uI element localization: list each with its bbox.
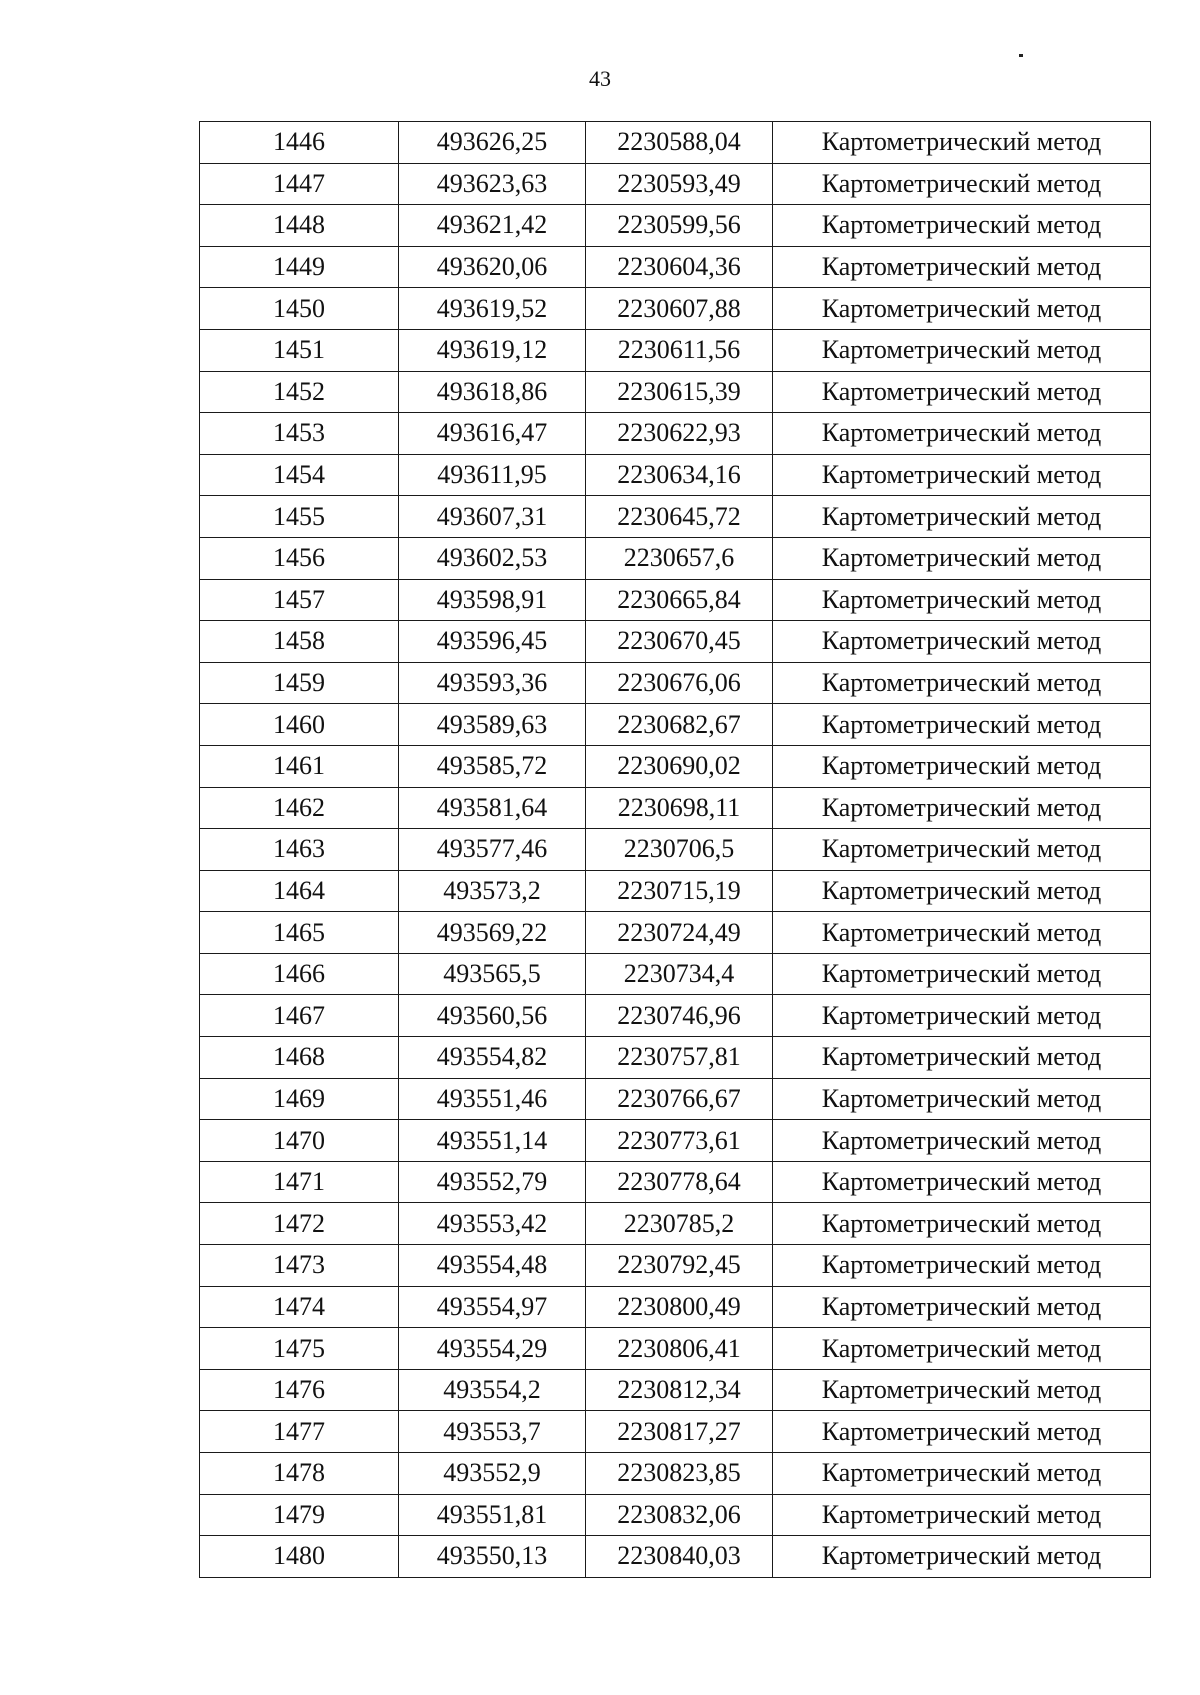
- x-coordinate-cell: 493554,82: [399, 1037, 586, 1079]
- table-row: [200, 1078, 1151, 1120]
- method-cell: Картометрический метод: [773, 413, 1151, 455]
- table-row: [200, 745, 1151, 787]
- point-number-cell: 1466: [200, 953, 399, 995]
- point-number-cell: 1471: [200, 1161, 399, 1203]
- table-row: [200, 704, 1151, 746]
- table-row: [200, 163, 1151, 205]
- method-cell: Картометрический метод: [773, 329, 1151, 371]
- table-row: [200, 1286, 1151, 1328]
- y-coordinate-cell: 2230800,49: [586, 1286, 773, 1328]
- method-cell: Картометрический метод: [773, 537, 1151, 579]
- table-row: [200, 579, 1151, 621]
- point-number-cell: 1463: [200, 829, 399, 871]
- method-cell: Картометрический метод: [773, 1328, 1151, 1370]
- table-row: [200, 1494, 1151, 1536]
- x-coordinate-cell: 493554,97: [399, 1286, 586, 1328]
- method-cell: Картометрический метод: [773, 454, 1151, 496]
- y-coordinate-cell: 2230734,4: [586, 953, 773, 995]
- x-coordinate-cell: 493589,63: [399, 704, 586, 746]
- x-coordinate-cell: 493598,91: [399, 579, 586, 621]
- point-number-cell: 1475: [200, 1328, 399, 1370]
- y-coordinate-cell: 2230778,64: [586, 1161, 773, 1203]
- method-cell: Картометрический метод: [773, 829, 1151, 871]
- table-row: [200, 1203, 1151, 1245]
- x-coordinate-cell: 493554,2: [399, 1369, 586, 1411]
- method-cell: Картометрический метод: [773, 953, 1151, 995]
- table-row: [200, 621, 1151, 663]
- point-number-cell: 1462: [200, 787, 399, 829]
- x-coordinate-cell: 493552,79: [399, 1161, 586, 1203]
- table-row: [200, 662, 1151, 704]
- table-row: [200, 1411, 1151, 1453]
- table-row: [200, 122, 1151, 164]
- coordinates-table: [199, 121, 1151, 1578]
- method-cell: Картометрический метод: [773, 995, 1151, 1037]
- point-number-cell: 1472: [200, 1203, 399, 1245]
- x-coordinate-cell: 493577,46: [399, 829, 586, 871]
- x-coordinate-cell: 493619,12: [399, 329, 586, 371]
- method-cell: Картометрический метод: [773, 1453, 1151, 1495]
- method-cell: Картометрический метод: [773, 1369, 1151, 1411]
- y-coordinate-cell: 2230665,84: [586, 579, 773, 621]
- x-coordinate-cell: 493581,64: [399, 787, 586, 829]
- table-row: [200, 829, 1151, 871]
- method-cell: Картометрический метод: [773, 912, 1151, 954]
- point-number-cell: 1455: [200, 496, 399, 538]
- x-coordinate-cell: 493607,31: [399, 496, 586, 538]
- method-cell: Картометрический метод: [773, 662, 1151, 704]
- point-number-cell: 1456: [200, 537, 399, 579]
- point-number-cell: 1461: [200, 745, 399, 787]
- table-row: [200, 912, 1151, 954]
- y-coordinate-cell: 2230645,72: [586, 496, 773, 538]
- y-coordinate-cell: 2230599,56: [586, 205, 773, 247]
- y-coordinate-cell: 2230832,06: [586, 1494, 773, 1536]
- y-coordinate-cell: 2230773,61: [586, 1120, 773, 1162]
- y-coordinate-cell: 2230715,19: [586, 870, 773, 912]
- x-coordinate-cell: 493551,14: [399, 1120, 586, 1162]
- point-number-cell: 1453: [200, 413, 399, 455]
- y-coordinate-cell: 2230757,81: [586, 1037, 773, 1079]
- x-coordinate-cell: 493626,25: [399, 122, 586, 164]
- x-coordinate-cell: 493619,52: [399, 288, 586, 330]
- method-cell: Картометрический метод: [773, 1078, 1151, 1120]
- method-cell: Картометрический метод: [773, 246, 1151, 288]
- x-coordinate-cell: 493552,9: [399, 1453, 586, 1495]
- method-cell: Картометрический метод: [773, 1203, 1151, 1245]
- point-number-cell: 1449: [200, 246, 399, 288]
- table-row: [200, 329, 1151, 371]
- table-row: [200, 205, 1151, 247]
- point-number-cell: 1446: [200, 122, 399, 164]
- table-row: [200, 246, 1151, 288]
- table-row: [200, 1453, 1151, 1495]
- point-number-cell: 1473: [200, 1245, 399, 1287]
- x-coordinate-cell: 493569,22: [399, 912, 586, 954]
- point-number-cell: 1468: [200, 1037, 399, 1079]
- point-number-cell: 1478: [200, 1453, 399, 1495]
- x-coordinate-cell: 493554,48: [399, 1245, 586, 1287]
- x-coordinate-cell: 493550,13: [399, 1536, 586, 1578]
- table-row: [200, 413, 1151, 455]
- point-number-cell: 1451: [200, 329, 399, 371]
- table-row: [200, 1328, 1151, 1370]
- coordinates-table-body: [200, 122, 1151, 1578]
- x-coordinate-cell: 493616,47: [399, 413, 586, 455]
- table-row: [200, 496, 1151, 538]
- point-number-cell: 1458: [200, 621, 399, 663]
- point-number-cell: 1450: [200, 288, 399, 330]
- y-coordinate-cell: 2230817,27: [586, 1411, 773, 1453]
- y-coordinate-cell: 2230622,93: [586, 413, 773, 455]
- table-row: [200, 288, 1151, 330]
- table-row: [200, 454, 1151, 496]
- y-coordinate-cell: 2230792,45: [586, 1245, 773, 1287]
- table-row: [200, 870, 1151, 912]
- table-row: [200, 1161, 1151, 1203]
- x-coordinate-cell: 493593,36: [399, 662, 586, 704]
- point-number-cell: 1460: [200, 704, 399, 746]
- y-coordinate-cell: 2230706,5: [586, 829, 773, 871]
- point-number-cell: 1447: [200, 163, 399, 205]
- x-coordinate-cell: 493620,06: [399, 246, 586, 288]
- point-number-cell: 1474: [200, 1286, 399, 1328]
- point-number-cell: 1448: [200, 205, 399, 247]
- x-coordinate-cell: 493611,95: [399, 454, 586, 496]
- point-number-cell: 1459: [200, 662, 399, 704]
- point-number-cell: 1464: [200, 870, 399, 912]
- y-coordinate-cell: 2230593,49: [586, 163, 773, 205]
- table-row: [200, 1245, 1151, 1287]
- x-coordinate-cell: 493573,2: [399, 870, 586, 912]
- method-cell: Картометрический метод: [773, 288, 1151, 330]
- y-coordinate-cell: 2230615,39: [586, 371, 773, 413]
- x-coordinate-cell: 493553,42: [399, 1203, 586, 1245]
- scan-speck: [1019, 54, 1023, 57]
- point-number-cell: 1452: [200, 371, 399, 413]
- method-cell: Картометрический метод: [773, 371, 1151, 413]
- x-coordinate-cell: 493554,29: [399, 1328, 586, 1370]
- point-number-cell: 1467: [200, 995, 399, 1037]
- point-number-cell: 1469: [200, 1078, 399, 1120]
- y-coordinate-cell: 2230611,56: [586, 329, 773, 371]
- method-cell: Картометрический метод: [773, 1245, 1151, 1287]
- method-cell: Картометрический метод: [773, 205, 1151, 247]
- y-coordinate-cell: 2230806,41: [586, 1328, 773, 1370]
- table-row: [200, 537, 1151, 579]
- method-cell: Картометрический метод: [773, 704, 1151, 746]
- point-number-cell: 1480: [200, 1536, 399, 1578]
- table-row: [200, 1120, 1151, 1162]
- x-coordinate-cell: 493623,63: [399, 163, 586, 205]
- point-number-cell: 1454: [200, 454, 399, 496]
- y-coordinate-cell: 2230604,36: [586, 246, 773, 288]
- method-cell: Картометрический метод: [773, 1411, 1151, 1453]
- y-coordinate-cell: 2230812,34: [586, 1369, 773, 1411]
- table-row: [200, 995, 1151, 1037]
- method-cell: Картометрический метод: [773, 870, 1151, 912]
- y-coordinate-cell: 2230634,16: [586, 454, 773, 496]
- method-cell: Картометрический метод: [773, 496, 1151, 538]
- page-number: 43: [589, 66, 611, 91]
- method-cell: Картометрический метод: [773, 122, 1151, 164]
- table-row: [200, 1369, 1151, 1411]
- point-number-cell: 1470: [200, 1120, 399, 1162]
- table-row: [200, 953, 1151, 995]
- x-coordinate-cell: 493551,81: [399, 1494, 586, 1536]
- point-number-cell: 1477: [200, 1411, 399, 1453]
- point-number-cell: 1465: [200, 912, 399, 954]
- table-row: [200, 787, 1151, 829]
- method-cell: Картометрический метод: [773, 1536, 1151, 1578]
- method-cell: Картометрический метод: [773, 1494, 1151, 1536]
- y-coordinate-cell: 2230724,49: [586, 912, 773, 954]
- table-row: [200, 1037, 1151, 1079]
- y-coordinate-cell: 2230746,96: [586, 995, 773, 1037]
- y-coordinate-cell: 2230785,2: [586, 1203, 773, 1245]
- point-number-cell: 1476: [200, 1369, 399, 1411]
- method-cell: Картометрический метод: [773, 745, 1151, 787]
- y-coordinate-cell: 2230676,06: [586, 662, 773, 704]
- y-coordinate-cell: 2230823,85: [586, 1453, 773, 1495]
- y-coordinate-cell: 2230698,11: [586, 787, 773, 829]
- method-cell: Картометрический метод: [773, 1286, 1151, 1328]
- method-cell: Картометрический метод: [773, 1161, 1151, 1203]
- x-coordinate-cell: 493551,46: [399, 1078, 586, 1120]
- x-coordinate-cell: 493553,7: [399, 1411, 586, 1453]
- y-coordinate-cell: 2230657,6: [586, 537, 773, 579]
- y-coordinate-cell: 2230607,88: [586, 288, 773, 330]
- x-coordinate-cell: 493565,5: [399, 953, 586, 995]
- y-coordinate-cell: 2230588,04: [586, 122, 773, 164]
- x-coordinate-cell: 493560,56: [399, 995, 586, 1037]
- point-number-cell: 1479: [200, 1494, 399, 1536]
- method-cell: Картометрический метод: [773, 1037, 1151, 1079]
- table-row: [200, 371, 1151, 413]
- method-cell: Картометрический метод: [773, 787, 1151, 829]
- x-coordinate-cell: 493585,72: [399, 745, 586, 787]
- method-cell: Картометрический метод: [773, 1120, 1151, 1162]
- x-coordinate-cell: 493618,86: [399, 371, 586, 413]
- y-coordinate-cell: 2230766,67: [586, 1078, 773, 1120]
- y-coordinate-cell: 2230670,45: [586, 621, 773, 663]
- x-coordinate-cell: 493602,53: [399, 537, 586, 579]
- y-coordinate-cell: 2230840,03: [586, 1536, 773, 1578]
- method-cell: Картометрический метод: [773, 579, 1151, 621]
- y-coordinate-cell: 2230690,02: [586, 745, 773, 787]
- method-cell: Картометрический метод: [773, 163, 1151, 205]
- x-coordinate-cell: 493596,45: [399, 621, 586, 663]
- method-cell: Картометрический метод: [773, 621, 1151, 663]
- point-number-cell: 1457: [200, 579, 399, 621]
- table-row: [200, 1536, 1151, 1578]
- x-coordinate-cell: 493621,42: [399, 205, 586, 247]
- y-coordinate-cell: 2230682,67: [586, 704, 773, 746]
